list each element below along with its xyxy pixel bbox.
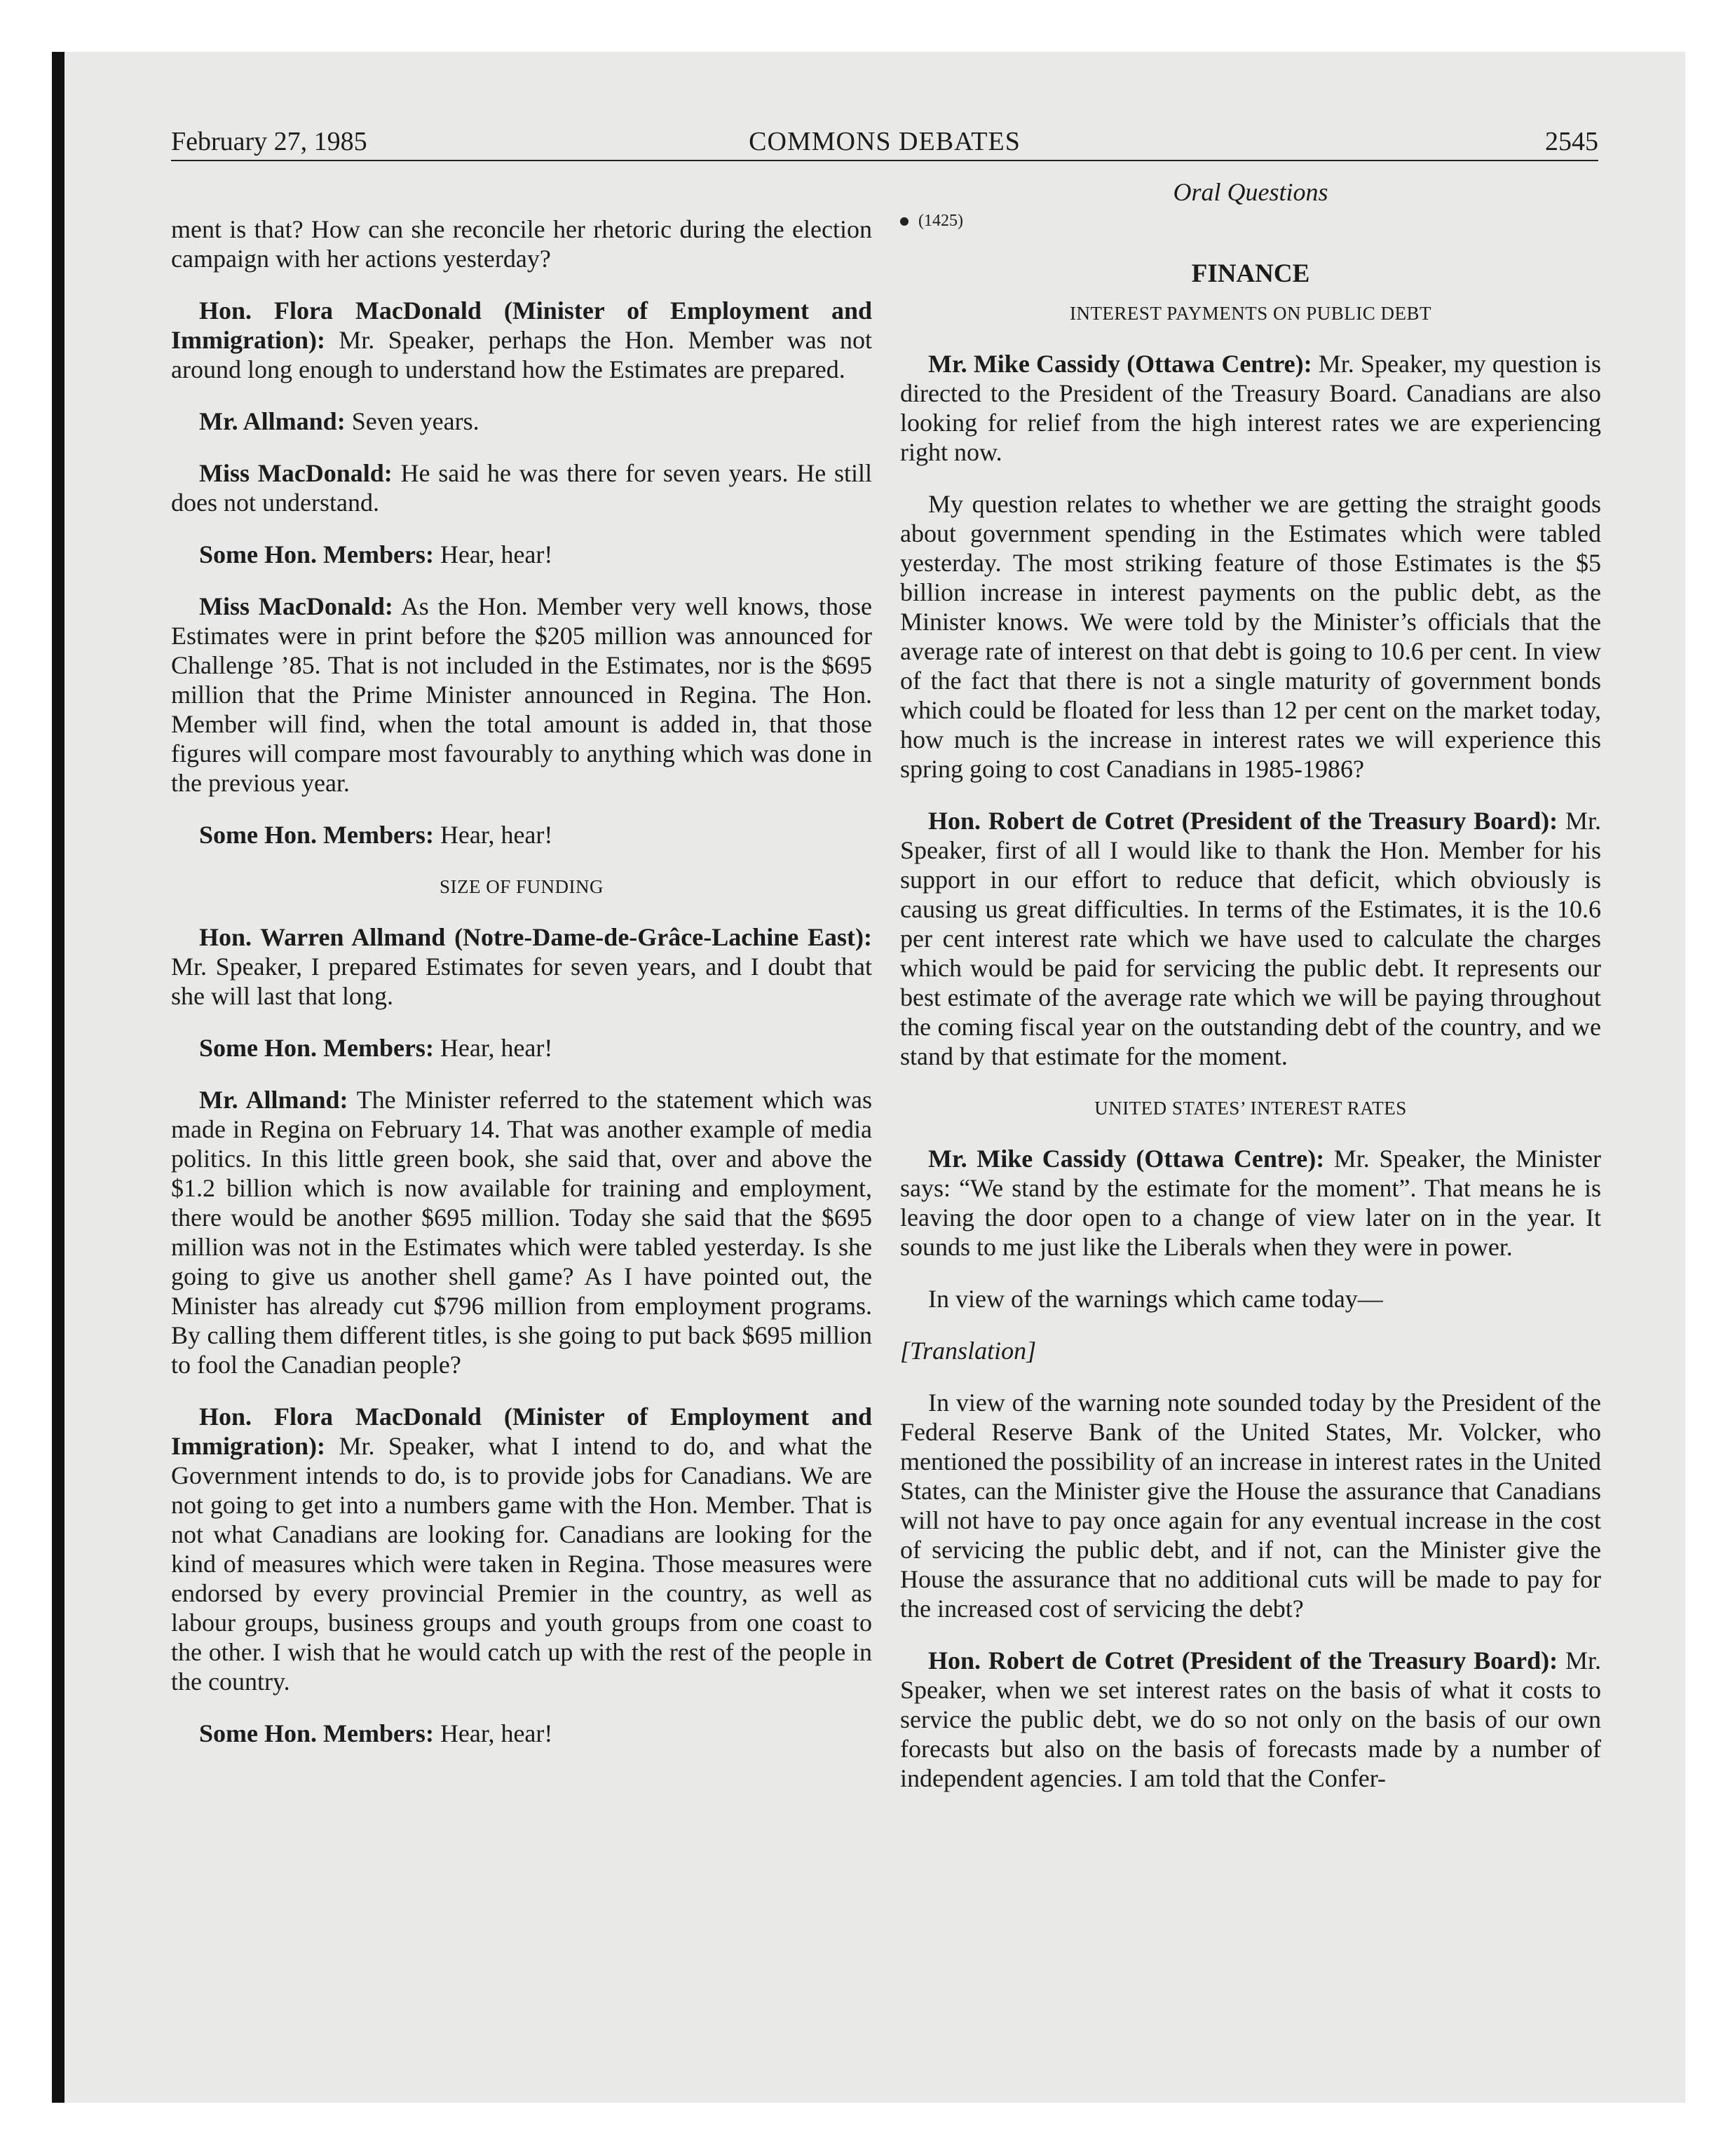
subheading: UNITED STATES’ INTEREST RATES (1094, 1098, 1407, 1119)
section-title: FINANCE (1191, 259, 1310, 288)
speaker-name: Some Hon. Members: (199, 540, 434, 568)
paragraph: Miss MacDonald: He said he was there for seven years. He still does not understand. (171, 459, 872, 517)
speaker-name: Mr. Mike Cassidy (Ottawa Centre): (928, 350, 1312, 378)
translation-marker: [Translation] (900, 1337, 1037, 1365)
timestamp-marker: (1425) (900, 210, 1601, 231)
subheading: INTEREST PAYMENTS ON PUBLIC DEBT (1069, 303, 1432, 324)
paragraph: Some Hon. Members: Hear, hear! (199, 540, 553, 568)
paragraph: Mr. Allmand: Seven years. (199, 407, 479, 435)
paragraph: In view of the warnings which came today— (928, 1285, 1383, 1313)
subheading: SIZE OF FUNDING (439, 876, 604, 897)
speaker-name: Hon. Warren Allmand (Notre-Dame-de-Grâce-Lachine East): (199, 923, 872, 951)
speaker-name: Hon. Robert de Cotret (President of the Treasury Board): (928, 1646, 1558, 1674)
speaker-name: Mr. Mike Cassidy (Ottawa Centre): (928, 1145, 1325, 1173)
page-header (171, 123, 1598, 161)
paragraph: Hon. Flora MacDonald (Minister of Employment and Immigration): Mr. Speaker, perhaps the Hon. Member was not around long enough to understand how the Estimates are prepared. (171, 296, 872, 383)
bullet-icon (900, 217, 909, 226)
speaker-name: Hon. Flora MacDonald (Minister of Employment and Immigration): (171, 1403, 872, 1460)
paragraph: Some Hon. Members: Hear, hear! (199, 1034, 553, 1062)
paragraph: Hon. Flora MacDonald (Minister of Employment and Immigration): Mr. Speaker, what I intend to do, and what the Government intends to do, is to provide jobs for Canadians. We are not going to get into a numbers game with the Hon. Member. That is not what Canadians are looking for. Canadians are looking for the kind of measures which were taken in Regina. Those measures were endorsed by every provincial Premier in the country, as well as labour groups, business groups and youth groups from one coast to the other. I wish that he would catch up with the rest of the people in the country. (171, 1403, 873, 1696)
section-subtitle: Oral Questions (1173, 178, 1328, 206)
speaker-name: Mr. Allmand: (199, 1086, 348, 1114)
right-column (900, 214, 1601, 1815)
paragraph: Mr. Allmand: The Minister referred to the statement which was made in Regina on February 14. That was another example of media politics. In this little green book, she said that, over and above the $1.2 billion which is now available for training and employment, there would be another $695 million. Today she said that the $695 million was not in the Estimates which were tabled yesterday. Is she going to give us another shell game? As I have pointed out, the Minister has already cut $796 million from employment programs. By calling them different titles, is she going to put back $695 million to fool the Canadian people? (171, 1086, 873, 1379)
speaker-name: Hon. Flora MacDonald (Minister of Employment and Immigration): (171, 296, 872, 354)
paragraph: ment is that? How can she reconcile her rhetoric during the election campaign with her actions yesterday? (171, 215, 872, 273)
paragraph: Some Hon. Members: Hear, hear! (199, 821, 553, 849)
paragraph: My question relates to whether we are getting the straight goods about government spending in the Estimates which were tabled yesterday. The most striking feature of those Estimates is the $5 billion increase in interest payments on the public debt, as the Minister knows. We were told by the Minister’s officials that the average rate of interest on that debt is going to 10.6 per cent. In view of the fact that there is not a single maturity of government bonds which could be floated for less than 12 per cent on the market today, how much is the increase in interest rates we will experience this spring going to cost Canadians in 1985-1986? (900, 490, 1601, 783)
paragraph: Hon. Warren Allmand (Notre-Dame-de-Grâce-Lachine East): Mr. Speaker, I prepared Estimates for seven years, and I doubt that she will last that long. (171, 923, 872, 1010)
header-page-number: 2545 (1545, 127, 1598, 156)
paragraph: Some Hon. Members: Hear, hear! (199, 1719, 553, 1747)
speaker-name: Some Hon. Members: (199, 821, 434, 849)
scan-edge-bar (52, 52, 64, 2103)
paragraph: In view of the warning note sounded today by the President of the Federal Reserve Bank of the United States, Mr. Volcker, who mentioned the possibility of an increase in interest rates in the United States, can the Minister give the House the assurance that Canadians will not have to pay once again for any eventual increase in the cost of servicing the public debt, and if not, can the Minister give the House the assurance that no additional cuts will be made to pay for the increased cost of servicing the debt? (900, 1389, 1601, 1623)
header-title: COMMONS DEBATES (749, 127, 1021, 156)
speaker-name: Miss MacDonald: (199, 592, 393, 620)
speaker-name: Miss MacDonald: (199, 459, 393, 487)
speaker-name: Some Hon. Members: (199, 1719, 434, 1747)
paragraph: Hon. Robert de Cotret (President of the Treasury Board): Mr. Speaker, first of all I would like to thank the Hon. Member for his support in our effort to reduce that deficit, which obviously is causing us great difficulties. In terms of the Estimates, it is the 10.6 per cent interest rate which we have used to calculate the charges which would be paid for servicing the public debt. It represents our best estimate of the average rate which we will be paying throughout the coming fiscal year on the outstanding debt of the country, and we stand by that estimate for the moment. (900, 807, 1602, 1070)
paragraph: Miss MacDonald: As the Hon. Member very well knows, those Estimates were in print before the $205 million was announced for Challenge ’85. That is not included in the Estimates, nor is the $695 million that the Prime Minister announced in Regina. The Hon. Member will find, when the total amount is added in, that those figures will compare most favourably to anything which was done in the previous year. (171, 592, 872, 797)
speaker-name: Some Hon. Members: (199, 1034, 434, 1062)
paragraph: Hon. Robert de Cotret (President of the Treasury Board): Mr. Speaker, when we set interest rates on the basis of what it costs to service the public debt, we do so not only on the basis of our own forecasts but also on the basis of forecasts made by a number of independent agencies. I am told that the Confer- (900, 1646, 1602, 1792)
left-column (171, 214, 872, 1770)
header-date: February 27, 1985 (171, 127, 367, 156)
speaker-name: Mr. Allmand: (199, 407, 346, 435)
paragraph: Mr. Mike Cassidy (Ottawa Centre): Mr. Speaker, my question is directed to the President of the Treasury Board. Canadians are also looking for relief from the high interest rates we are experiencing right now. (900, 350, 1601, 466)
speaker-name: Hon. Robert de Cotret (President of the Treasury Board): (928, 807, 1558, 835)
paragraph: Mr. Mike Cassidy (Ottawa Centre): Mr. Speaker, the Minister says: “We stand by the estimate for the moment”. That means he is leaving the door open to a change of view later on in the year. It sounds to me just like the Liberals when they were in power. (900, 1145, 1601, 1261)
